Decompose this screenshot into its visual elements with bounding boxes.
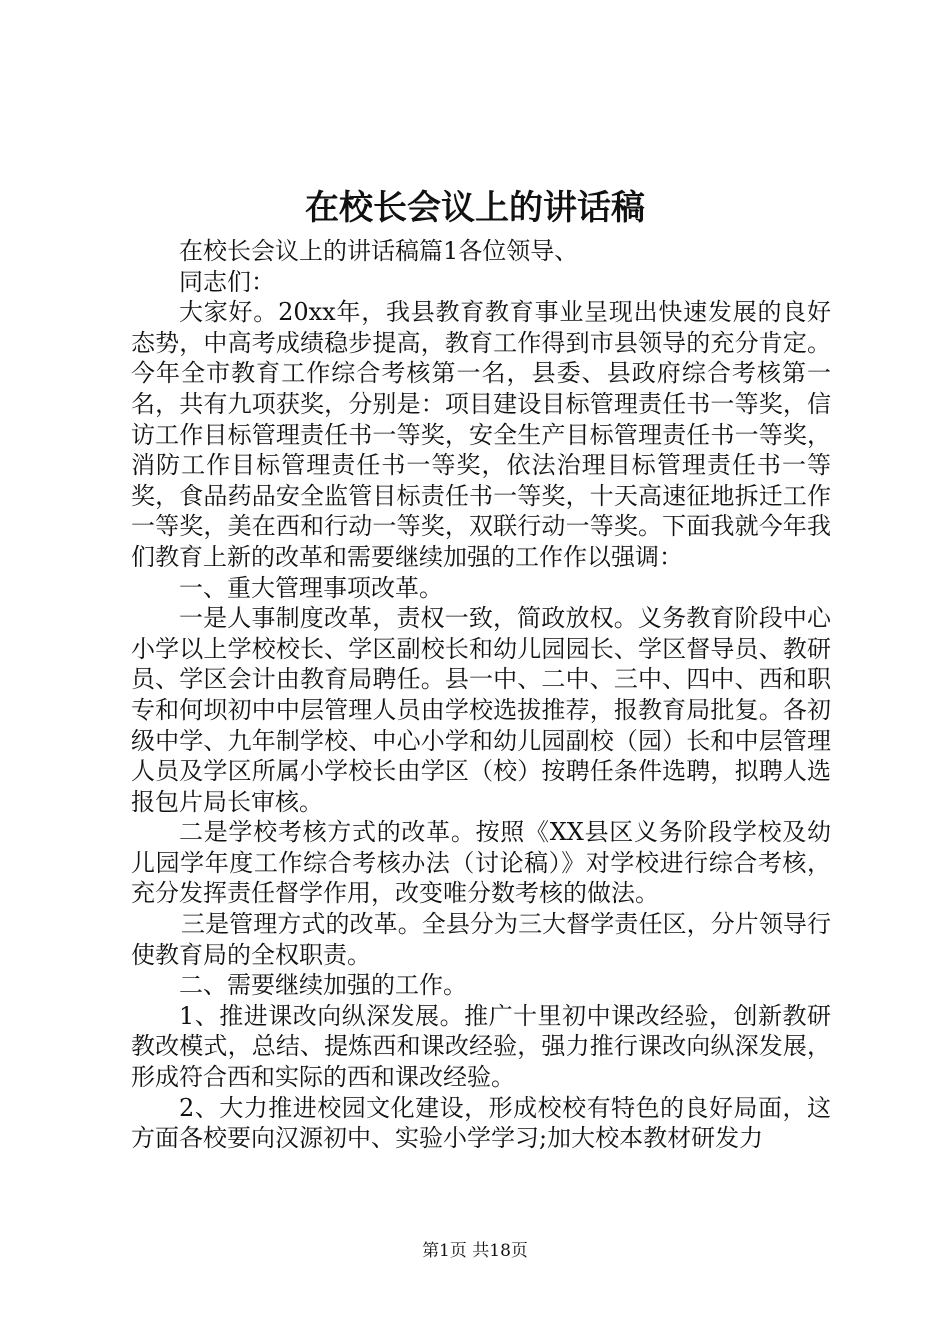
- paragraph-5: 一是人事制度改革，责权一致，简政放权。义务教育阶段中心小学以上学校校长、学区副校长和幼儿园园长、学区督导员、教研员、学区会计由教育局聘任。县一中、二中、三中、四中、西和职专和何坝初中中层管理人员由学校选拔推荐，报教育局批复。各初级中学、九年制学校、中心小学和幼儿园副校（园）长和中层管理人员及学区所属小学校长由学区（校）按聘任条件选聘，拟聘人选报包片局长审核。: [131, 604, 831, 816]
- document-body: [131, 236, 831, 1154]
- page-footer: 第1页 共18页: [422, 1241, 528, 1261]
- paragraph-4: 一、重大管理事项改革。: [179, 573, 443, 602]
- paragraph-6: 二是学校考核方式的改革。按照《XX县区义务阶段学校及幼儿园学年度工作综合考核办法（讨论稿）》对学校进行综合考核，充分发挥责任督学作用，改变唯分数考核的做法。: [131, 818, 831, 908]
- paragraph-1: 在校长会议上的讲话稿篇1各位领导、: [179, 237, 579, 265]
- paragraph-2: 同志们：: [179, 267, 275, 296]
- paragraph-3: 大家好。20xx年，我县教育教育事业呈现出快速发展的良好态势，中高考成绩稳步提高，教育工作得到市县领导的充分肯定。今年全市教育工作综合考核第一名，县委、县政府综合考核第一名，共有九项获奖，分别是：项目建设目标管理责任书一等奖，信访工作目标管理责任书一等奖，安全生产目标管理责任书一等奖，消防工作目标管理责任书一等奖，依法治理目标管理责任书一等奖，食品药品安全监管目标责任书一等奖，十天高速征地拆迁工作一等奖，美在西和行动一等奖，双联行动一等奖。下面我就今年我们教育上新的改革和需要继续加强的工作作以强调：: [131, 298, 831, 571]
- paragraph-8: 二、需要继续加强的工作。: [179, 971, 467, 1000]
- paragraph-7: 三是管理方式的改革。全县分为三大督学责任区，分片领导行使教育局的全权职责。: [131, 910, 831, 969]
- document-title: 在校长会议上的讲话稿: [305, 188, 645, 228]
- paragraph-9: 1、推进课改向纵深发展。推广十里初中课改经验，创新教研教改模式，总结、提炼西和课改经验，强力推行课改向纵深发展，形成符合西和实际的西和课改经验。: [131, 1001, 831, 1092]
- paragraph-10: 2、大力推进校园文化建设，形成校校有特色的良好局面，这方面各校要向汉源初中、实验小学学习;加大校本教材研发力: [131, 1093, 831, 1153]
